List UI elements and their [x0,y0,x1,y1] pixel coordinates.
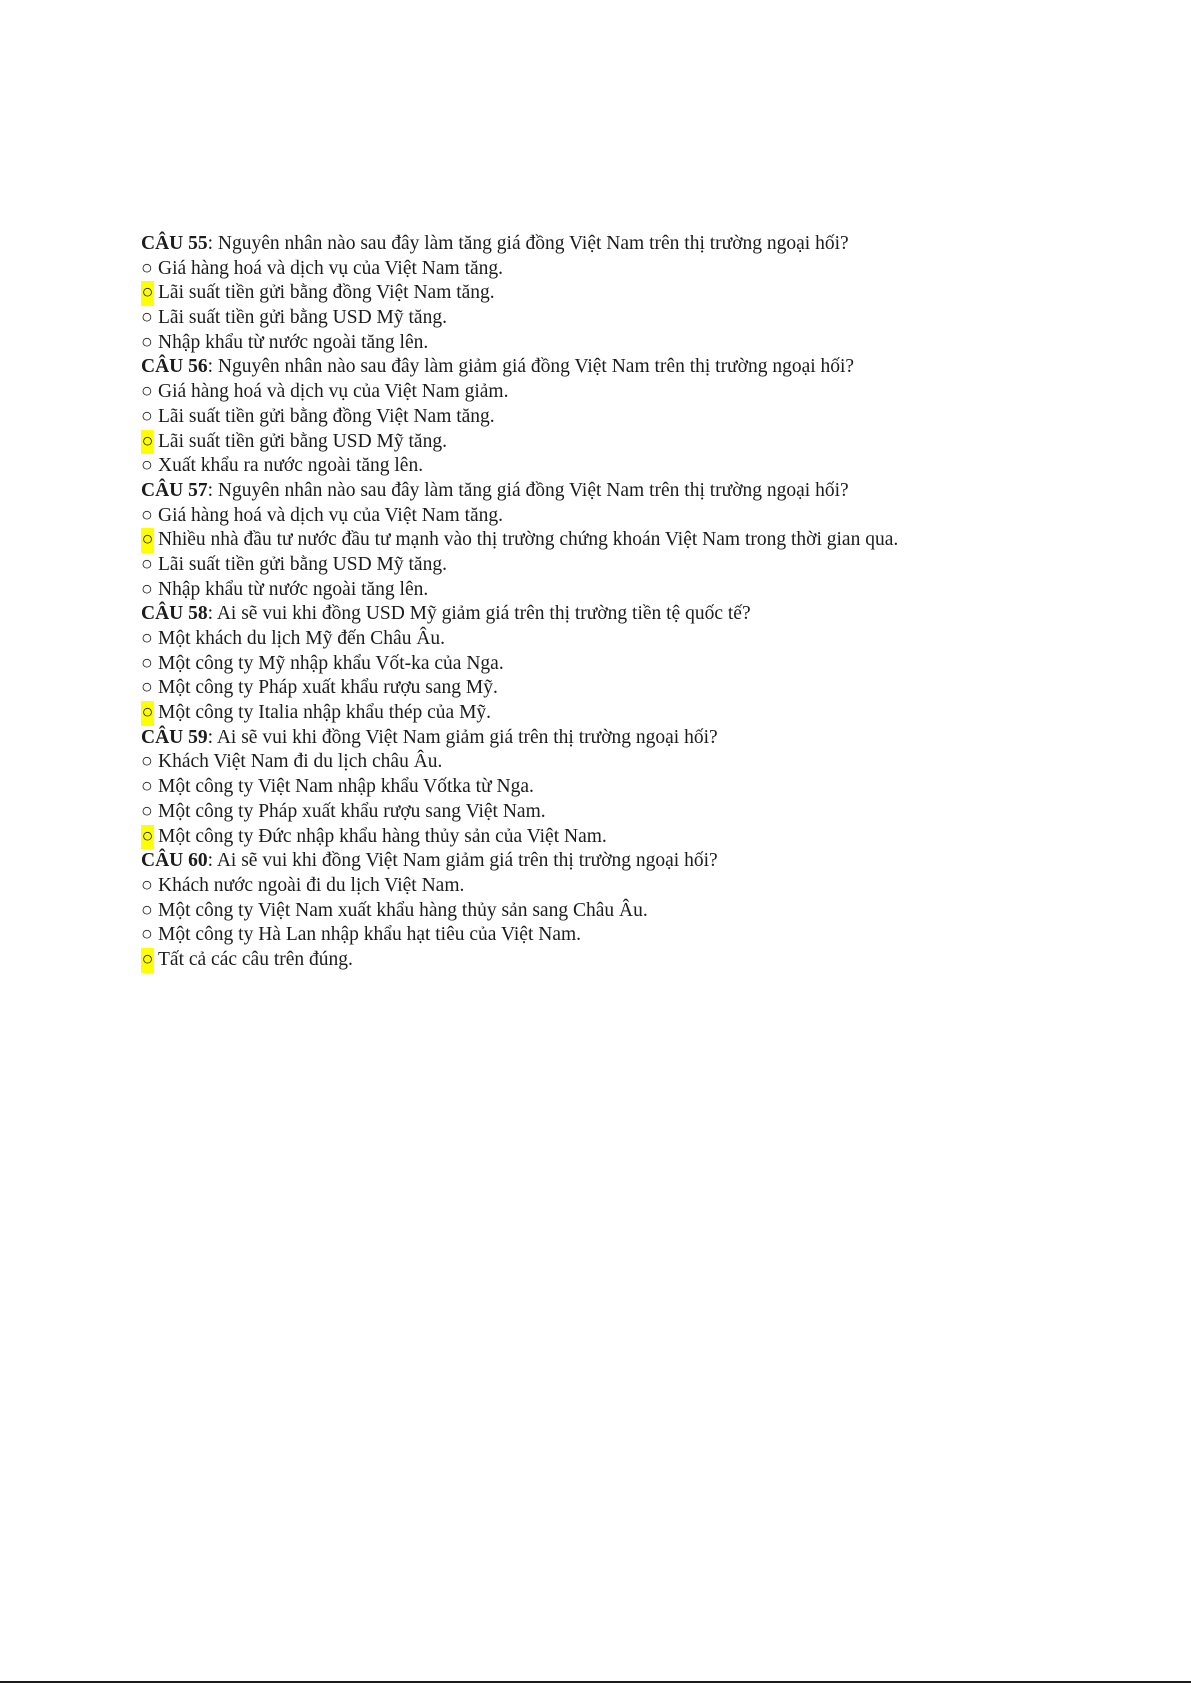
question-57-prompt [141,479,1151,504]
radio-icon[interactable]: ○ [141,924,153,946]
radio-icon[interactable]: ○ [141,677,153,699]
radio-icon[interactable]: ○ [141,800,153,822]
answer-option[interactable] [141,627,1151,652]
answer-text: Nhập khẩu từ nước ngoài tăng lên. [158,578,429,600]
answer-text: Nhiều nhà đầu tư nước đầu tư mạnh vào thị trường chứng khoán Việt Nam trong thời gian qua. [158,529,899,551]
radio-icon-highlighted[interactable]: ○ [141,430,154,455]
question-60 [141,849,1151,972]
question-text: : Nguyên nhân nào sau đây làm tăng giá đồng Việt Nam trên thị trường ngoại hối? [207,479,849,501]
radio-icon[interactable]: ○ [141,751,153,773]
answer-text: Xuất khẩu ra nước ngoài tăng lên. [158,455,424,477]
radio-icon[interactable]: ○ [141,257,153,279]
answer-option[interactable] [141,306,1151,331]
radio-icon[interactable]: ○ [141,652,153,674]
answer-text: Giá hàng hoá và dịch vụ của Việt Nam tăng. [158,257,504,279]
radio-icon[interactable]: ○ [141,381,153,403]
answer-option[interactable] [141,652,1151,677]
answer-option[interactable] [141,331,1151,356]
answer-option[interactable] [141,257,1151,282]
answer-text: Lãi suất tiền gửi bằng đồng Việt Nam tăng. [158,405,495,427]
answer-text: Một công ty Italia nhập khẩu thép của Mỹ. [158,702,492,724]
radio-icon[interactable]: ○ [141,628,153,649]
radio-icon[interactable]: ○ [141,578,153,600]
answer-text: Giá hàng hoá và dịch vụ của Việt Nam tăng. [158,504,504,526]
answer-option[interactable] [141,750,1151,775]
answer-option[interactable] [141,923,1151,948]
answer-text: Một công ty Việt Nam xuất khẩu hàng thủy sản sang Châu Âu. [158,899,648,921]
radio-icon[interactable]: ○ [141,405,153,427]
question-text: : Nguyên nhân nào sau đây làm tăng giá đồng Việt Nam trên thị trường ngoại hối? [207,233,849,254]
answer-text: Khách nước ngoài đi du lịch Việt Nam. [158,874,465,896]
answer-option[interactable] [141,874,1151,899]
answer-option[interactable] [141,800,1151,825]
radio-icon[interactable]: ○ [141,553,153,575]
question-text: : Ai sẽ vui khi đồng Việt Nam giảm giá trên thị trường ngoại hối? [207,726,718,748]
question-text: : Ai sẽ vui khi đồng USD Mỹ giảm giá trên thị trường tiền tệ quốc tế? [207,603,751,625]
answer-option-correct[interactable] [141,701,1151,726]
answer-option[interactable] [141,504,1151,529]
radio-icon[interactable]: ○ [141,455,153,477]
radio-icon[interactable]: ○ [141,504,153,526]
question-label: CÂU 55 [141,233,208,254]
answer-option[interactable] [141,380,1151,405]
question-label: CÂU 60 [141,850,208,872]
radio-icon[interactable]: ○ [141,776,153,798]
answer-text: Lãi suất tiền gửi bằng USD Mỹ tăng. [158,307,447,329]
answer-text: Khách Việt Nam đi du lịch châu Âu. [158,751,443,773]
answer-text: Lãi suất tiền gửi bằng USD Mỹ tăng. [158,553,447,575]
answer-text: Giá hàng hoá và dịch vụ của Việt Nam giảm. [158,381,509,403]
radio-icon-highlighted[interactable]: ○ [141,528,154,553]
radio-icon[interactable]: ○ [141,331,153,353]
answer-option-correct[interactable] [141,948,1151,973]
answer-text: Tất cả các câu trên đúng. [158,948,353,970]
radio-icon-highlighted[interactable]: ○ [141,825,154,850]
answer-text: Một công ty Việt Nam nhập khẩu Vốtka từ Nga. [158,776,534,798]
answer-option[interactable] [141,454,1151,479]
page-bottom-rule [0,1681,1191,1683]
answer-text: Một công ty Đức nhập khẩu hàng thủy sản của Việt Nam. [158,825,607,847]
question-57 [141,479,1151,602]
question-56 [141,355,1151,478]
question-text: : Ai sẽ vui khi đồng Việt Nam giảm giá trên thị trường ngoại hối? [207,850,718,872]
radio-icon-highlighted[interactable]: ○ [141,281,154,306]
question-60-prompt [141,849,1151,874]
answer-text: Lãi suất tiền gửi bằng USD Mỹ tăng. [158,430,447,452]
answer-option[interactable] [141,676,1151,701]
answer-option-correct[interactable] [141,528,1151,553]
question-label: CÂU 56 [141,356,208,378]
radio-icon-highlighted[interactable]: ○ [141,948,154,973]
answer-option[interactable] [141,775,1151,800]
answer-option-correct[interactable] [141,825,1151,850]
question-55 [141,232,1151,355]
answer-option[interactable] [141,578,1151,603]
question-59 [141,726,1151,849]
answer-option[interactable] [141,405,1151,430]
question-58 [141,602,1151,725]
radio-icon-highlighted[interactable]: ○ [141,701,154,726]
question-text: : Nguyên nhân nào sau đây làm giảm giá đồng Việt Nam trên thị trường ngoại hối? [207,356,855,378]
answer-option[interactable] [141,899,1151,924]
answer-option-correct[interactable] [141,281,1151,306]
answer-text: Một công ty Mỹ nhập khẩu Vốt-ka của Nga. [158,652,504,674]
answer-text: Một công ty Hà Lan nhập khẩu hạt tiêu của Việt Nam. [158,924,582,946]
question-58-prompt [141,602,1151,627]
radio-icon[interactable]: ○ [141,307,153,329]
answer-text: Một khách du lịch Mỹ đến Châu Âu. [158,628,446,649]
radio-icon[interactable]: ○ [141,899,153,921]
answer-text: Nhập khẩu từ nước ngoài tăng lên. [158,331,429,353]
answer-text: Một công ty Pháp xuất khẩu rượu sang Việt Nam. [158,800,546,822]
answer-text: Một công ty Pháp xuất khẩu rượu sang Mỹ. [158,677,498,699]
question-59-prompt [141,726,1151,751]
question-label: CÂU 59 [141,726,208,748]
answer-option[interactable] [141,553,1151,578]
document-page [141,232,1151,973]
question-56-prompt [141,355,1151,380]
answer-option-correct[interactable] [141,430,1151,455]
question-label: CÂU 58 [141,603,208,625]
question-55-prompt [141,232,1151,257]
radio-icon[interactable]: ○ [141,874,153,896]
question-label: CÂU 57 [141,479,208,501]
answer-text: Lãi suất tiền gửi bằng đồng Việt Nam tăng. [158,282,495,304]
